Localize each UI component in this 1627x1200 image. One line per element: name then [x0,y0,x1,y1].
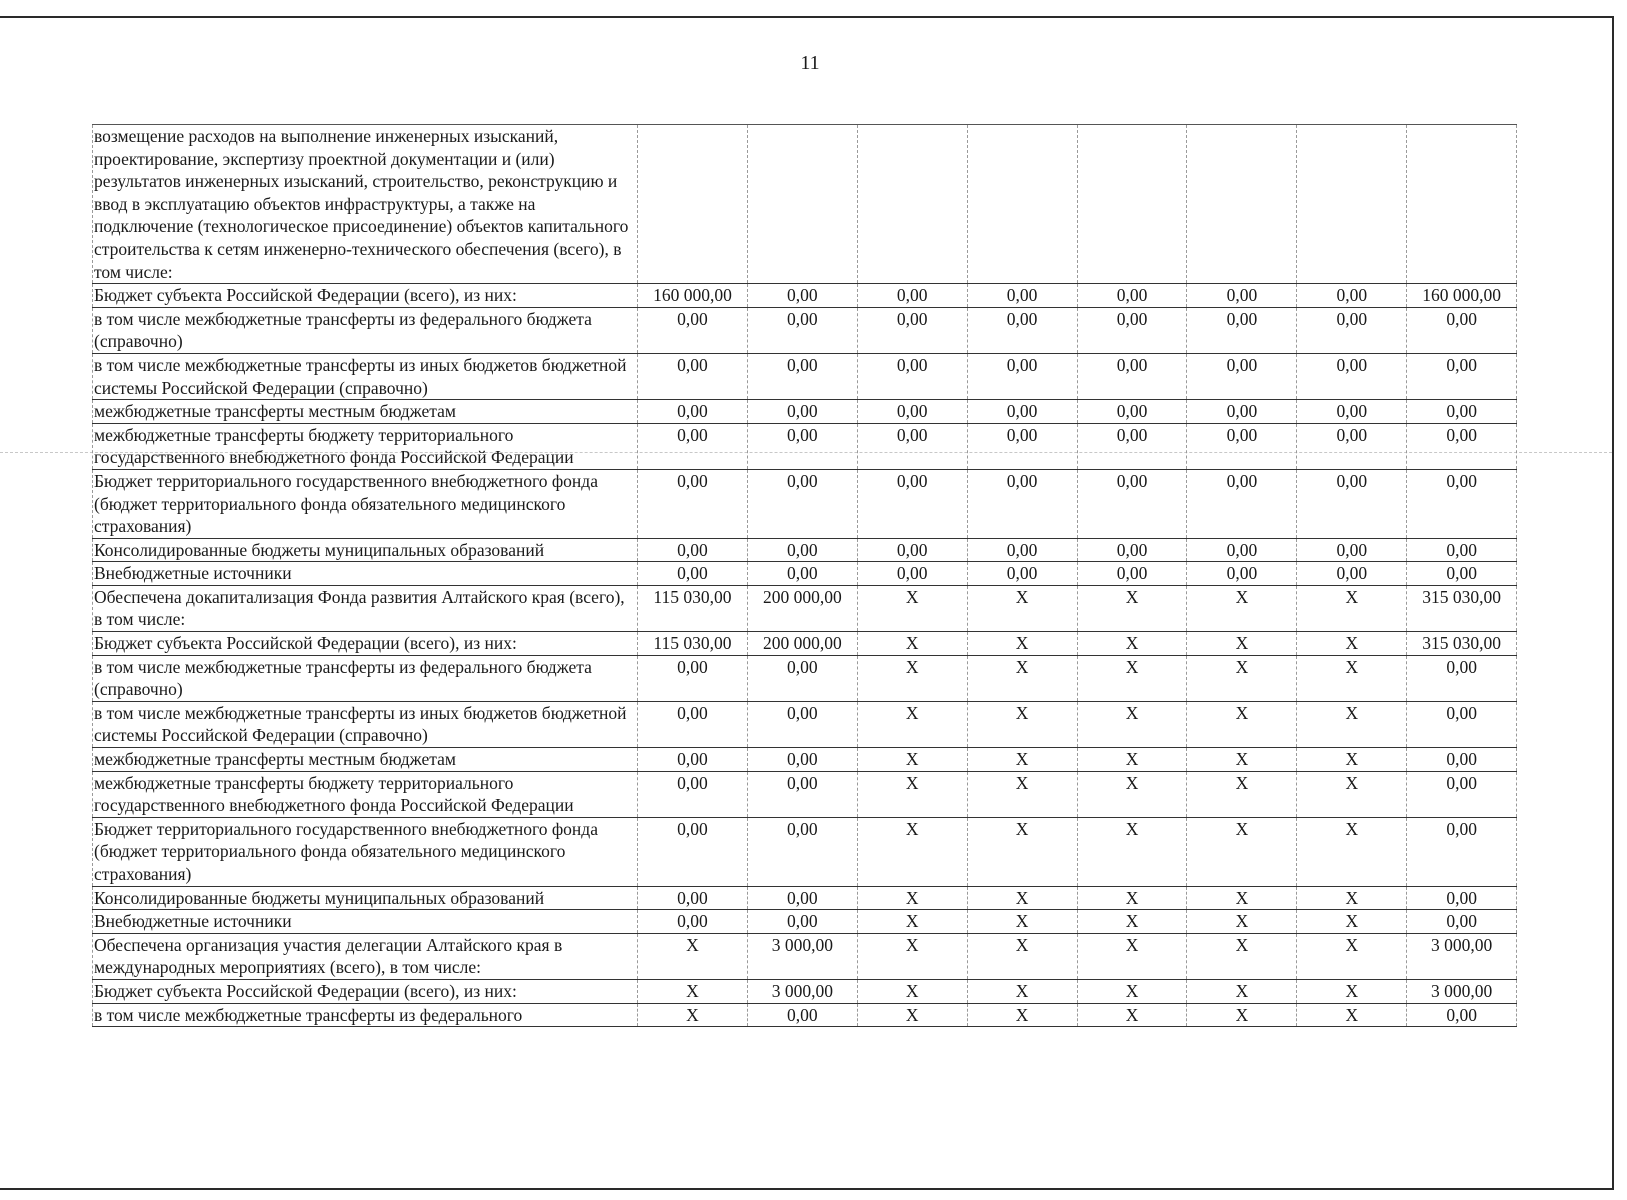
table-row [93,307,1517,353]
value-cell: 0,00 [1297,307,1407,353]
value-cell: 0,00 [747,469,857,538]
value-cell: 0,00 [747,817,857,886]
value-cell: X [857,1003,967,1027]
value-cell: 0,00 [1407,748,1517,772]
value-cell: 0,00 [857,284,967,308]
value-cell: 0,00 [1187,538,1297,562]
value-cell: 0,00 [1077,469,1187,538]
table-row [93,1003,1517,1027]
value-cell: X [967,933,1077,979]
value-cell: 0,00 [638,353,748,399]
value-cell: X [857,817,967,886]
value-cell: X [638,979,748,1003]
value-cell: 0,00 [638,886,748,910]
value-cell: X [1187,585,1297,631]
value-cell: 0,00 [747,886,857,910]
table-row [93,655,1517,701]
value-cell [1297,125,1407,284]
value-cell: X [1187,1003,1297,1027]
value-cell: 0,00 [967,562,1077,586]
value-cell: 0,00 [638,400,748,424]
value-cell: 0,00 [1077,538,1187,562]
table-row [93,979,1517,1003]
value-cell: 0,00 [857,562,967,586]
value-cell: X [857,748,967,772]
value-cell: 115 030,00 [638,632,748,656]
value-cell: X [1297,701,1407,747]
value-cell: X [1297,910,1407,934]
value-cell: X [1077,771,1187,817]
value-cell: 0,00 [747,353,857,399]
value-cell: X [857,910,967,934]
row-label: Консолидированные бюджеты муниципальных образований [93,886,638,910]
value-cell: X [1297,748,1407,772]
value-cell: 0,00 [638,771,748,817]
value-cell [967,125,1077,284]
value-cell: 0,00 [1407,538,1517,562]
value-cell: X [1297,632,1407,656]
value-cell: 0,00 [747,562,857,586]
value-cell: X [1187,933,1297,979]
value-cell [747,125,857,284]
table-row [93,817,1517,886]
value-cell: 0,00 [1407,353,1517,399]
value-cell: X [857,585,967,631]
value-cell: 0,00 [1407,655,1517,701]
table-row [93,771,1517,817]
budget-table-body [93,125,1517,1027]
row-label: Обеспечена организация участия делегации Алтайского края в международных мероприятиях (всего), в том числе: [93,933,638,979]
value-cell: X [967,701,1077,747]
value-cell [638,125,748,284]
value-cell: X [1297,933,1407,979]
value-cell: 0,00 [857,469,967,538]
value-cell: 0,00 [1187,284,1297,308]
value-cell: X [1187,886,1297,910]
value-cell: X [857,655,967,701]
page-frame-top [0,16,1612,18]
value-cell: 0,00 [1297,353,1407,399]
value-cell: 0,00 [747,307,857,353]
value-cell: X [857,886,967,910]
row-label: возмещение расходов на выполнение инженерных изысканий, проектирование, экспертизу проектной документации и (или) результатов инженерных изысканий, строительство, реконструкцию и ввод в эксплуатацию объектов инфраструктуры, а также на подключение (технологическое присоединение) объектов капитального строительства к сетям инженерно-технического обеспечения (всего), в том числе: [93,125,638,284]
value-cell: 0,00 [967,400,1077,424]
value-cell: X [1077,655,1187,701]
row-label: в том числе межбюджетные трансферты из федерального бюджета (справочно) [93,655,638,701]
row-label: Бюджет субъекта Российской Федерации (всего), из них: [93,284,638,308]
value-cell: 0,00 [1407,423,1517,469]
value-cell: 0,00 [1187,400,1297,424]
value-cell: 0,00 [1407,910,1517,934]
value-cell: 3 000,00 [1407,979,1517,1003]
value-cell: 0,00 [747,771,857,817]
table-row [93,353,1517,399]
row-label: межбюджетные трансферты местным бюджетам [93,748,638,772]
value-cell: X [1297,886,1407,910]
value-cell: 0,00 [1407,307,1517,353]
value-cell: 115 030,00 [638,585,748,631]
table-row [93,538,1517,562]
row-label: Внебюджетные источники [93,562,638,586]
row-label: Бюджет территориального государственного внебюджетного фонда (бюджет территориального фонда обязательного медицинского страхования) [93,817,638,886]
value-cell [1187,125,1297,284]
row-label: Бюджет субъекта Российской Федерации (всего), из них: [93,632,638,656]
value-cell: 0,00 [1187,423,1297,469]
row-label: в том числе межбюджетные трансферты из федерального бюджета (справочно) [93,307,638,353]
row-label: Бюджет субъекта Российской Федерации (всего), из них: [93,979,638,1003]
table-row [93,284,1517,308]
row-label: межбюджетные трансферты бюджету территориального государственного внебюджетного фонда Российской Федерации [93,771,638,817]
value-cell: 0,00 [1187,307,1297,353]
value-cell: 3 000,00 [747,979,857,1003]
value-cell: 0,00 [747,423,857,469]
row-label: межбюджетные трансферты местным бюджетам [93,400,638,424]
value-cell: X [1187,748,1297,772]
value-cell: 0,00 [747,284,857,308]
value-cell: X [967,655,1077,701]
value-cell: X [1077,632,1187,656]
value-cell: 0,00 [638,562,748,586]
value-cell: 0,00 [967,423,1077,469]
value-cell [1407,125,1517,284]
value-cell: 0,00 [638,423,748,469]
value-cell: X [967,1003,1077,1027]
value-cell: X [1077,979,1187,1003]
value-cell: X [638,933,748,979]
value-cell: X [1187,910,1297,934]
value-cell: 0,00 [1077,284,1187,308]
table-row [93,632,1517,656]
row-label: в том числе межбюджетные трансферты из иных бюджетов бюджетной системы Российской Федерации (справочно) [93,701,638,747]
value-cell: 0,00 [1187,469,1297,538]
value-cell: 0,00 [1077,423,1187,469]
row-label: Обеспечена докапитализация Фонда развития Алтайского края (всего), в том числе: [93,585,638,631]
value-cell: X [967,910,1077,934]
value-cell: 0,00 [747,910,857,934]
table-row [93,933,1517,979]
value-cell: X [1297,585,1407,631]
table-row [93,562,1517,586]
row-label: в том числе межбюджетные трансферты из федерального [93,1003,638,1027]
value-cell: 200 000,00 [747,632,857,656]
value-cell: 0,00 [857,353,967,399]
value-cell: 0,00 [747,538,857,562]
value-cell: 0,00 [638,748,748,772]
page-frame-right [1612,16,1614,1190]
table-row [93,469,1517,538]
value-cell: X [967,979,1077,1003]
value-cell: X [857,701,967,747]
table-row [93,585,1517,631]
value-cell: 0,00 [1407,400,1517,424]
value-cell: X [1077,701,1187,747]
value-cell: 0,00 [638,655,748,701]
page-number: 11 [800,52,820,74]
value-cell: 0,00 [1297,469,1407,538]
value-cell: X [1077,585,1187,631]
value-cell: X [967,585,1077,631]
value-cell: X [1077,886,1187,910]
value-cell: X [1077,748,1187,772]
value-cell: 0,00 [747,701,857,747]
value-cell: 3 000,00 [747,933,857,979]
value-cell: X [1077,1003,1187,1027]
value-cell: 160 000,00 [1407,284,1517,308]
value-cell: X [1077,817,1187,886]
value-cell: 0,00 [1187,562,1297,586]
value-cell: 0,00 [638,538,748,562]
value-cell: X [1297,771,1407,817]
value-cell: X [967,748,1077,772]
value-cell: 0,00 [638,817,748,886]
value-cell: X [967,771,1077,817]
value-cell: 315 030,00 [1407,632,1517,656]
table-row [93,748,1517,772]
value-cell: X [1077,933,1187,979]
value-cell: 160 000,00 [638,284,748,308]
value-cell: X [1297,817,1407,886]
value-cell: 0,00 [1077,562,1187,586]
value-cell: 0,00 [857,538,967,562]
row-label: Внебюджетные источники [93,910,638,934]
value-cell: 0,00 [1407,817,1517,886]
table-row [93,125,1517,284]
value-cell: 200 000,00 [747,585,857,631]
value-cell: X [967,632,1077,656]
value-cell: 0,00 [638,307,748,353]
value-cell: X [1187,979,1297,1003]
value-cell: 0,00 [747,655,857,701]
value-cell: 0,00 [967,353,1077,399]
value-cell: 0,00 [1297,423,1407,469]
value-cell [857,125,967,284]
value-cell: 0,00 [857,423,967,469]
value-cell: 0,00 [747,748,857,772]
value-cell: 0,00 [1297,400,1407,424]
row-label: в том числе межбюджетные трансферты из иных бюджетов бюджетной системы Российской Федерации (справочно) [93,353,638,399]
value-cell: X [1297,979,1407,1003]
row-label: межбюджетные трансферты бюджету территориального государственного внебюджетного фонда Российской Федерации [93,423,638,469]
table-row [93,886,1517,910]
value-cell: 0,00 [747,400,857,424]
row-label: Консолидированные бюджеты муниципальных образований [93,538,638,562]
value-cell: 0,00 [1407,771,1517,817]
value-cell: 0,00 [638,701,748,747]
value-cell: 0,00 [1407,469,1517,538]
value-cell: X [1077,910,1187,934]
value-cell: 0,00 [1077,400,1187,424]
value-cell: 0,00 [1077,353,1187,399]
value-cell: X [857,979,967,1003]
value-cell: X [857,933,967,979]
value-cell: 0,00 [1407,886,1517,910]
value-cell: X [967,817,1077,886]
value-cell: 0,00 [1077,307,1187,353]
value-cell: 0,00 [1187,353,1297,399]
value-cell: 0,00 [857,400,967,424]
value-cell: X [1297,1003,1407,1027]
value-cell: X [857,771,967,817]
value-cell: 0,00 [967,284,1077,308]
page-frame-bottom [0,1188,1614,1190]
value-cell: 0,00 [1407,1003,1517,1027]
row-label: Бюджет территориального государственного внебюджетного фонда (бюджет территориального фонда обязательного медицинского страхования) [93,469,638,538]
value-cell: 0,00 [638,469,748,538]
table-row [93,701,1517,747]
value-cell: 0,00 [1407,562,1517,586]
table-row [93,423,1517,469]
table-row [93,910,1517,934]
budget-table [92,124,1517,1027]
value-cell: X [1187,655,1297,701]
value-cell [1077,125,1187,284]
value-cell: 0,00 [967,538,1077,562]
value-cell: X [1297,655,1407,701]
value-cell: 0,00 [967,307,1077,353]
value-cell: X [1187,632,1297,656]
value-cell: 0,00 [857,307,967,353]
value-cell: X [1187,817,1297,886]
value-cell: 0,00 [1297,284,1407,308]
table-row [93,400,1517,424]
value-cell: 0,00 [967,469,1077,538]
value-cell: X [967,886,1077,910]
value-cell: X [638,1003,748,1027]
value-cell: X [1187,701,1297,747]
value-cell: X [1187,771,1297,817]
value-cell: 0,00 [1297,562,1407,586]
value-cell: 3 000,00 [1407,933,1517,979]
value-cell: 0,00 [747,1003,857,1027]
value-cell: 0,00 [1407,701,1517,747]
value-cell: X [857,632,967,656]
value-cell: 0,00 [638,910,748,934]
value-cell: 0,00 [1297,538,1407,562]
value-cell: 315 030,00 [1407,585,1517,631]
